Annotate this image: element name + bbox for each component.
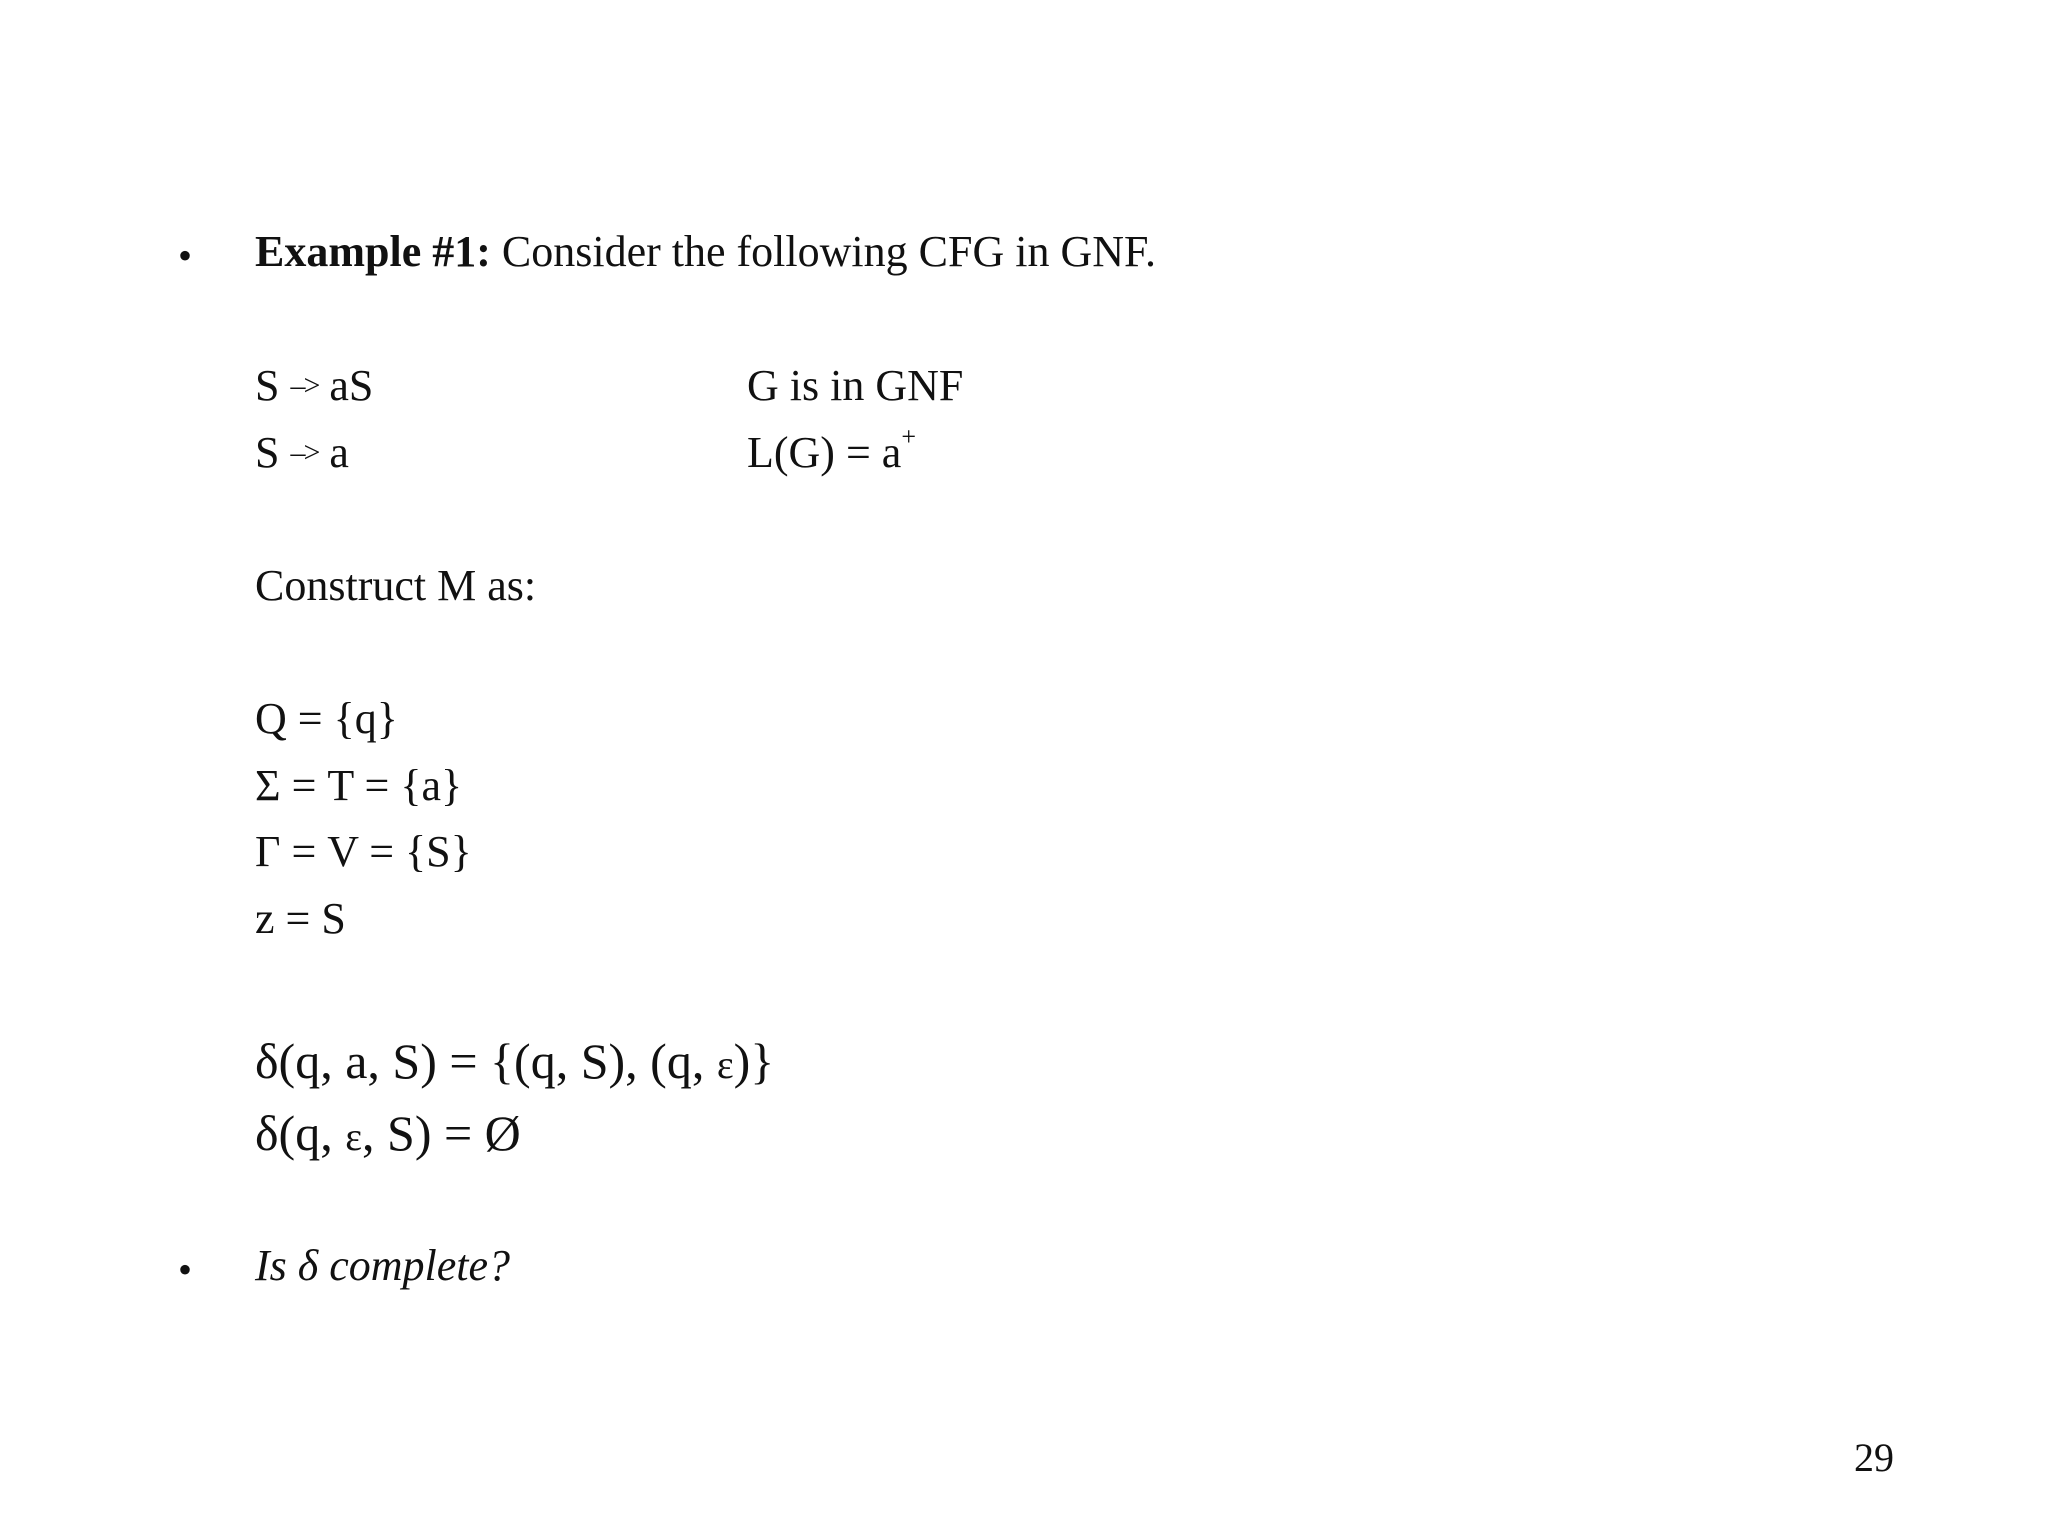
epsilon-symbol: ε (345, 1114, 363, 1159)
bullet-marker: • (178, 233, 193, 278)
gnf-statement: G is in GNF (747, 361, 964, 410)
construct-label: Construct M as: (255, 561, 537, 610)
production-lhs: S (255, 428, 280, 477)
definition-line: Γ = V = {S} (255, 827, 472, 876)
example-label: Example #1: (255, 227, 491, 276)
transition-2 (255, 1105, 521, 1161)
production-1 (255, 361, 374, 410)
transition-text: δ(q, a, S) = {(q, S), (q, (255, 1033, 717, 1089)
language-statement (747, 422, 916, 477)
page-number: 29 (1854, 1435, 1894, 1480)
language-superscript: + (901, 422, 916, 451)
language-base: L(G) = a (747, 428, 902, 477)
example-text: Consider the following CFG in GNF. (501, 227, 1156, 276)
bullet-marker: • (178, 1247, 193, 1292)
epsilon-symbol: ε (716, 1042, 734, 1087)
example-heading (255, 227, 1156, 276)
production-arrow: –> (290, 369, 319, 402)
production-arrow: –> (290, 436, 319, 469)
transition-1 (255, 1033, 775, 1089)
transition-text: δ(q, (255, 1105, 346, 1161)
question-text: Is δ complete? (255, 1241, 511, 1290)
definition-line: Σ = T = {a} (255, 761, 463, 810)
definition-line: Q = {q} (255, 694, 398, 743)
production-2 (255, 428, 349, 477)
production-rhs: a (329, 428, 349, 477)
production-lhs: S (255, 361, 280, 410)
transition-text: )} (733, 1033, 775, 1089)
transition-text: , S) = Ø (362, 1105, 521, 1161)
definition-line: z = S (255, 894, 346, 943)
production-rhs: aS (329, 361, 374, 410)
